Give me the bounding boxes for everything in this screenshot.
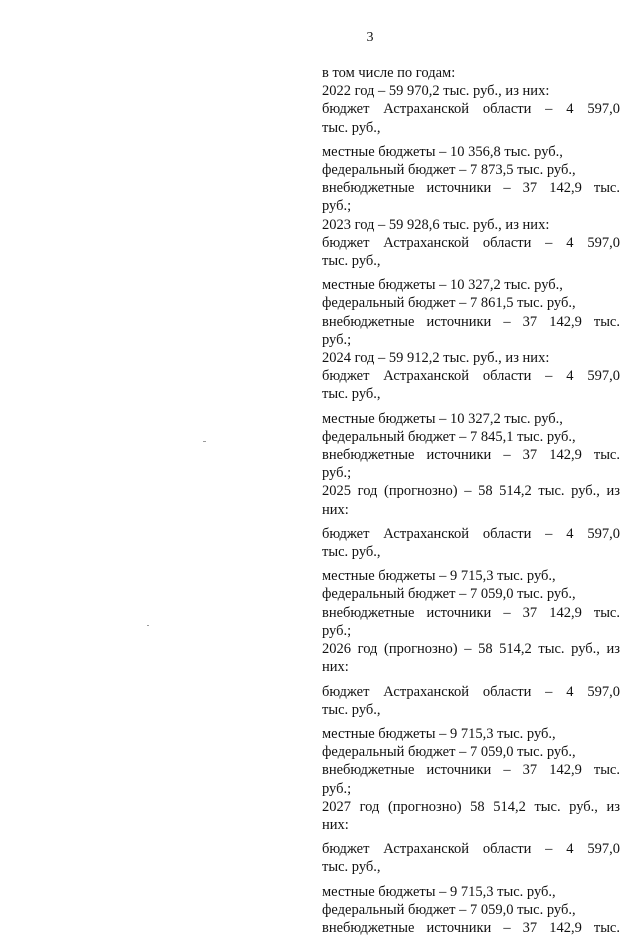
text-line: бюджет Астраханской области – 4 597,0 — [322, 841, 620, 858]
text-line: тыс. руб., — [322, 701, 381, 718]
text-line: в том числе по годам: — [322, 65, 456, 81]
text-line: местные бюджеты – 10 327,2 тыс. руб., — [322, 410, 563, 427]
text-line: внебюджетные источники – 37 142,9 тыс. — [322, 447, 620, 464]
text-line: федеральный бюджет – 7 059,0 тыс. руб., — [322, 586, 576, 603]
scan-speck — [203, 441, 206, 442]
text-line: внебюджетные источники – 37 142,9 тыс. — [322, 919, 620, 936]
text-line: руб.; — [322, 465, 352, 482]
text-line: бюджет Астраханской области – 4 597,0 — [322, 368, 620, 385]
text-line: 2026 год (прогнозно) – 58 514,2 тыс. руб., из — [322, 641, 620, 658]
text-line: руб.; — [322, 622, 352, 639]
text-line: внебюджетные источники – 37 142,9 тыс. — [322, 604, 620, 621]
text-line: внебюджетные источники – 37 142,9 тыс. — [322, 313, 620, 330]
text-line: внебюджетные источники – 37 142,9 тыс. — [322, 762, 620, 779]
text-line: 2027 год (прогнозно) 58 514,2 тыс. руб., из — [322, 798, 620, 815]
text-line: руб.; — [322, 331, 352, 348]
text-line: них: — [322, 816, 349, 833]
text-line: бюджет Астраханской области – 4 597,0 — [322, 101, 620, 118]
text-line: федеральный бюджет – 7 059,0 тыс. руб., — [322, 901, 576, 918]
text-line: местные бюджеты – 9 715,3 тыс. руб., — [322, 883, 556, 900]
text-line: руб.; — [322, 780, 352, 797]
text-line: тыс. руб., — [322, 859, 381, 876]
text-line: местные бюджеты – 10 327,2 тыс. руб., — [322, 277, 563, 294]
text-line: тыс. руб., — [322, 544, 381, 561]
text-line: тыс. руб., — [322, 253, 381, 270]
text-line: них: — [322, 659, 349, 676]
text-line: тыс. руб., — [322, 386, 381, 403]
text-line: местные бюджеты – 10 356,8 тыс. руб., — [322, 143, 563, 160]
text-line: 2024 год – 59 912,2 тыс. руб., из них: — [322, 350, 550, 367]
text-line: бюджет Астраханской области – 4 597,0 — [322, 683, 620, 700]
text-line: местные бюджеты – 9 715,3 тыс. руб., — [322, 725, 556, 742]
text-line: 2023 год – 59 928,6 тыс. руб., из них: — [322, 216, 550, 233]
scan-speck — [147, 625, 149, 626]
text-line: 2022 год – 59 970,2 тыс. руб., из них: — [322, 83, 550, 100]
text-line: федеральный бюджет – 7 059,0 тыс. руб., — [322, 744, 576, 761]
text-line: них: — [322, 501, 349, 518]
text-line: бюджет Астраханской области – 4 597,0 — [322, 525, 620, 542]
text-line: местные бюджеты – 9 715,3 тыс. руб., — [322, 568, 556, 585]
text-line: федеральный бюджет – 7 861,5 тыс. руб., — [322, 295, 576, 312]
funding-text-block — [322, 64, 620, 937]
text-line: 2025 год (прогнозно) – 58 514,2 тыс. руб., из — [322, 483, 620, 500]
text-line: федеральный бюджет – 7 873,5 тыс. руб., — [322, 162, 576, 179]
text-line: федеральный бюджет – 7 845,1 тыс. руб., — [322, 428, 576, 445]
page-number: 3 — [366, 30, 374, 45]
text-line: руб.; — [322, 198, 352, 215]
text-line: тыс. руб., — [322, 119, 381, 136]
text-line: бюджет Астраханской области – 4 597,0 — [322, 234, 620, 251]
text-line: внебюджетные источники – 37 142,9 тыс. — [322, 180, 620, 197]
